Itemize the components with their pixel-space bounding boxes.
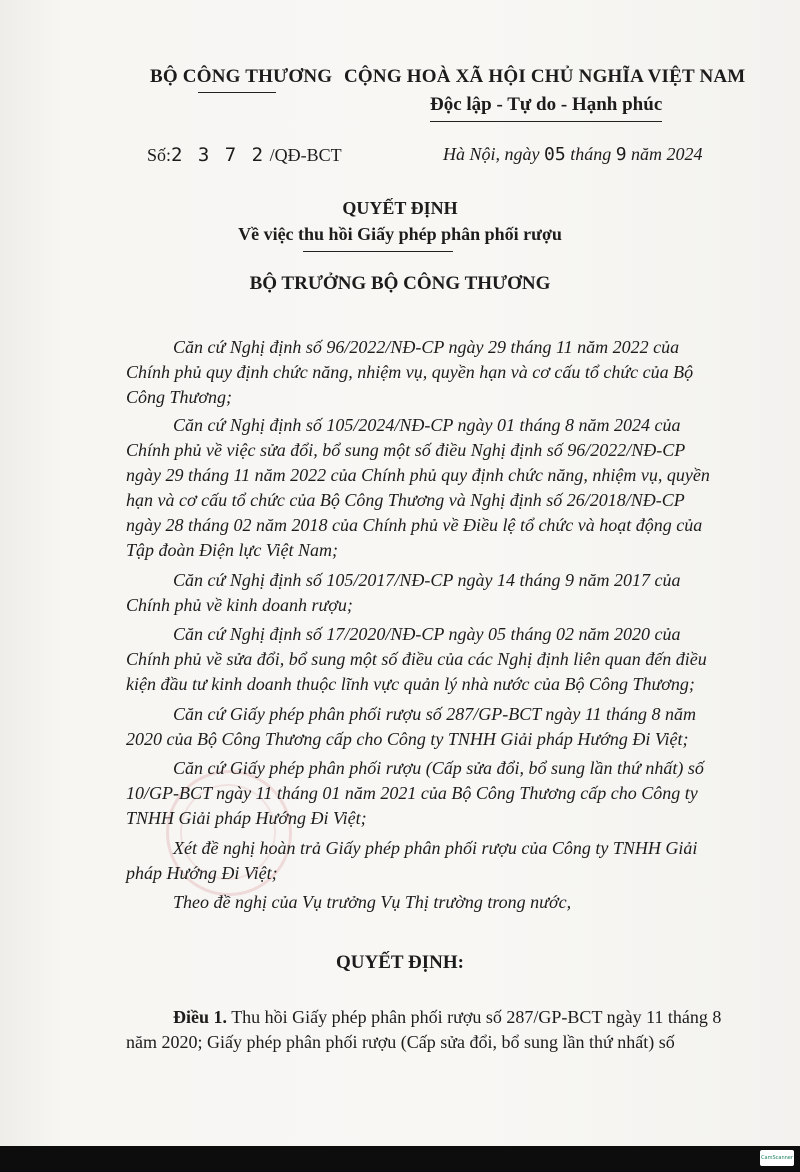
preamble-line: Căn cứ Nghị định số 105/2024/NĐ-CP ngày 01 tháng 8 năm 2024 của [173,415,681,435]
number-handwritten: 2 3 7 2 [171,144,266,166]
date-day: 05 [544,144,566,165]
preamble-line: Căn cứ Nghị định số 17/2020/NĐ-CP ngày 05 tháng 02 năm 2020 của [173,624,681,644]
article-1-label: Điều 1. [173,1007,227,1027]
document-number [147,144,342,166]
number-prefix: Số: [147,145,172,165]
preamble-line: Công Thương; [126,387,232,407]
subject-underline [303,251,453,252]
agency-underline [198,92,276,93]
date-prefix: Hà Nội, ngày [443,144,540,164]
preamble-line: Chính phủ về sửa đổi, bổ sung một số điều của các Nghị định liên quan đến điều [126,649,707,669]
preamble-line: ngày 28 tháng 02 năm 2018 của Chính phủ về Điều lệ tổ chức và hoạt động của [126,515,703,535]
article-1-line-1 [173,1007,721,1028]
decision-subject: Về việc thu hồi Giấy phép phân phối rượu [238,224,562,244]
decision-title: QUYẾT ĐỊNH [342,198,458,218]
decision-heading: QUYẾT ĐỊNH: [336,952,464,973]
date-month: 9 [615,144,627,165]
preamble-line: Xét đề nghị hoàn trả Giấy phép phân phối rượu của Công ty TNHH Giải [173,838,698,858]
issuing-agency: BỘ CÔNG THƯƠNG [150,66,333,87]
article-1-line-2: năm 2020; Giấy phép phân phối rượu (Cấp sửa đổi, bổ sung lần thứ nhất) số [126,1032,675,1052]
preamble-line: Chính phủ quy định chức năng, nhiệm vụ, quyền hạn và cơ cấu tổ chức của Bộ [126,362,694,382]
scan-bottom-bar [0,1146,800,1172]
place-and-date [443,144,703,165]
date-month-label: tháng [570,144,612,164]
date-year: năm 2024 [631,144,703,164]
preamble-line: kiện đầu tư kinh doanh thuộc lĩnh vực quản lý nhà nước của Bộ Công Thương; [126,674,695,694]
number-suffix: /QĐ-BCT [269,145,342,165]
issuing-authority: BỘ TRƯỞNG BỘ CÔNG THƯƠNG [249,273,551,294]
national-motto: Độc lập - Tự do - Hạnh phúc [430,94,663,115]
preamble-line: Căn cứ Giấy phép phân phối rượu số 287/GP-BCT ngày 11 tháng 8 năm [173,704,697,724]
preamble-line: ngày 29 tháng 11 năm 2022 của Chính phủ quy định chức năng, nhiệm vụ, quyền [126,465,710,485]
motto-underline [430,121,662,122]
preamble-line: pháp Hướng Đi Việt; [126,863,278,883]
preamble-line: 2020 của Bộ Công Thương cấp cho Công ty TNHH Giải pháp Hướng Đi Việt; [126,729,689,749]
preamble-line: Căn cứ Giấy phép phân phối rượu (Cấp sửa đổi, bổ sung lần thứ nhất) số [173,758,704,778]
preamble-line: hạn và cơ cấu tổ chức của Bộ Công Thương và Nghị định số 26/2018/NĐ-CP [126,490,685,510]
article-1-text: Thu hồi Giấy phép phân phối rượu số 287/GP-BCT ngày 11 tháng 8 [231,1007,722,1027]
preamble-line: Chính phủ về kinh doanh rượu; [126,595,353,615]
preamble-line: 10/GP-BCT ngày 11 tháng 01 năm 2021 của Bộ Công Thương cấp cho Công ty [126,783,698,803]
preamble-line: Theo đề nghị của Vụ trưởng Vụ Thị trường trong nước, [173,892,572,912]
preamble-line: Tập đoàn Điện lực Việt Nam; [126,540,338,560]
preamble-line: Căn cứ Nghị định số 105/2017/NĐ-CP ngày 14 tháng 9 năm 2017 của [173,570,681,590]
camscanner-logo: CamScanner [760,1150,794,1166]
preamble-line: Chính phủ về việc sửa đổi, bổ sung một số điều Nghị định số 96/2022/NĐ-CP [126,440,686,460]
preamble-line: TNHH Giải pháp Hướng Đi Việt; [126,808,367,828]
preamble-line: Căn cứ Nghị định số 96/2022/NĐ-CP ngày 29 tháng 11 năm 2022 của [173,337,680,357]
national-title: CỘNG HOÀ XÃ HỘI CHỦ NGHĨA VIỆT NAM [344,66,746,87]
